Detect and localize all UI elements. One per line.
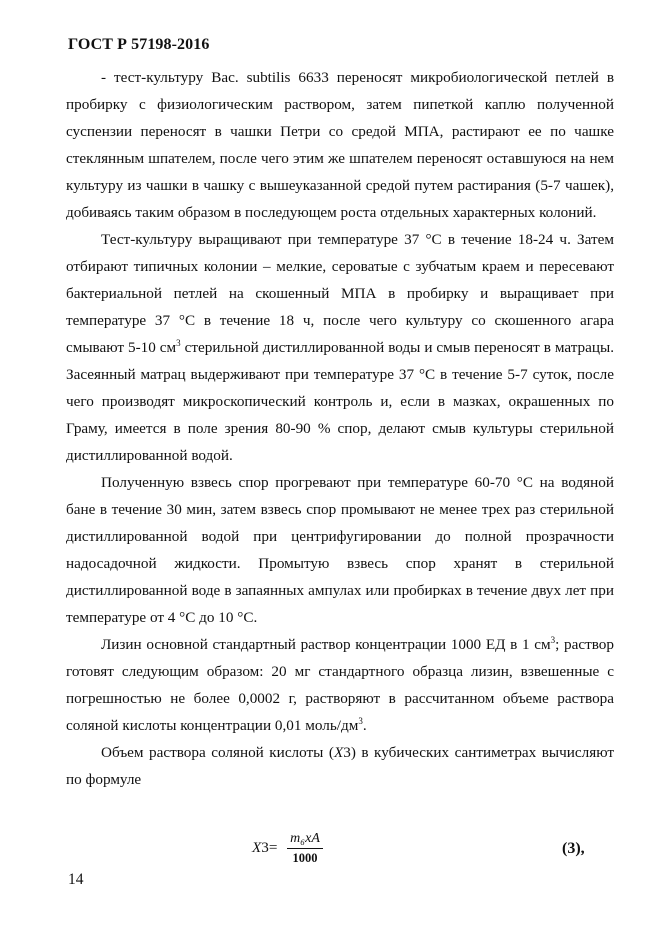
paragraph-4: Лизин основной стандартный раствор концентрации 1000 ЕД в 1 $см^3$; раствор готовят следующим образом: 20 мг стандартного образца лизин, взвешенные с погрешностью не более 0,0002 г, растворяют в рассчитанном объеме раствора соляной кислоты концентрации 0,01 моль/$дм^3$. [66,635,614,734]
superscript: 3 [550,635,556,645]
formula-fraction [286,830,324,867]
paragraph-5: Объем раствора соляной кислоты (X3) в кубических сантиметрах вычисляют по формуле [66,744,614,788]
equation-number: (3), [562,840,585,857]
page-number: 14 [68,871,84,888]
formula-lhs: X3= [252,839,278,856]
formula-denominator: 1000 [292,851,318,865]
superscript: 3 [176,338,181,348]
body-text [66,64,614,793]
paragraph-3: Полученную взвесь спор прогревают при температуре 60-70 °С на водяной бане в течение 30 мин, затем взвесь спор промывают не менее трех раз стерильной дистиллированной водой при центрифугировании до полной прозрачности надосадочной жидкости. Промытую взвесь спор хранят в стерильной дистиллированной воде в запаянных ампулах или пробирках в течение двух лет при температуре от 4 °С до 10 °С. [66,474,614,626]
superscript: 3 [358,716,363,726]
formula-numerator: m₆xA [290,831,320,846]
paragraph-1: - тест-культуру Bac. subtilis 6633 переносят микробиологической петлей в пробирку с физиологическим раствором, затем пипеткой каплю полученной суспензии переносят в чашки Петри со средой МПА, растирают ее по чашке стеклянным шпателем, после чего этим же шпателем переносят оставшуюся на нем культуру из чашки в чашку с вышеуказанной средой путем растирания (5-7 чашек), добиваясь таким образом в последующем роста отдельных характерных колоний. [66,69,614,221]
standard-header: ГОСТ Р 57198-2016 [68,36,210,53]
paragraph-2: Тест-культуру выращивают при температуре 37 °С в течение 18-24 ч. Затем отбирают типичных колонии – мелкие, сероватые с зубчатым краем и пересевают бактериальной петлей на скошенный МПА в пробирку и выращивает при температуре 37 °С в течение 18 ч, после чего культуру со скошенного агара смывают 5-10 $см^3$ стерильной дистиллированной воды и смыв переносят в матрацы. Засеянный матрац выдерживают при температуре 37 °С в течение 5-7 суток, после чего производят микроскопический контроль и, если в мазках, окрашенных по Граму, имеется в поле зрения 80-90 % спор, делают смыв культуры стерильной дистиллированной водой. [66,231,614,464]
